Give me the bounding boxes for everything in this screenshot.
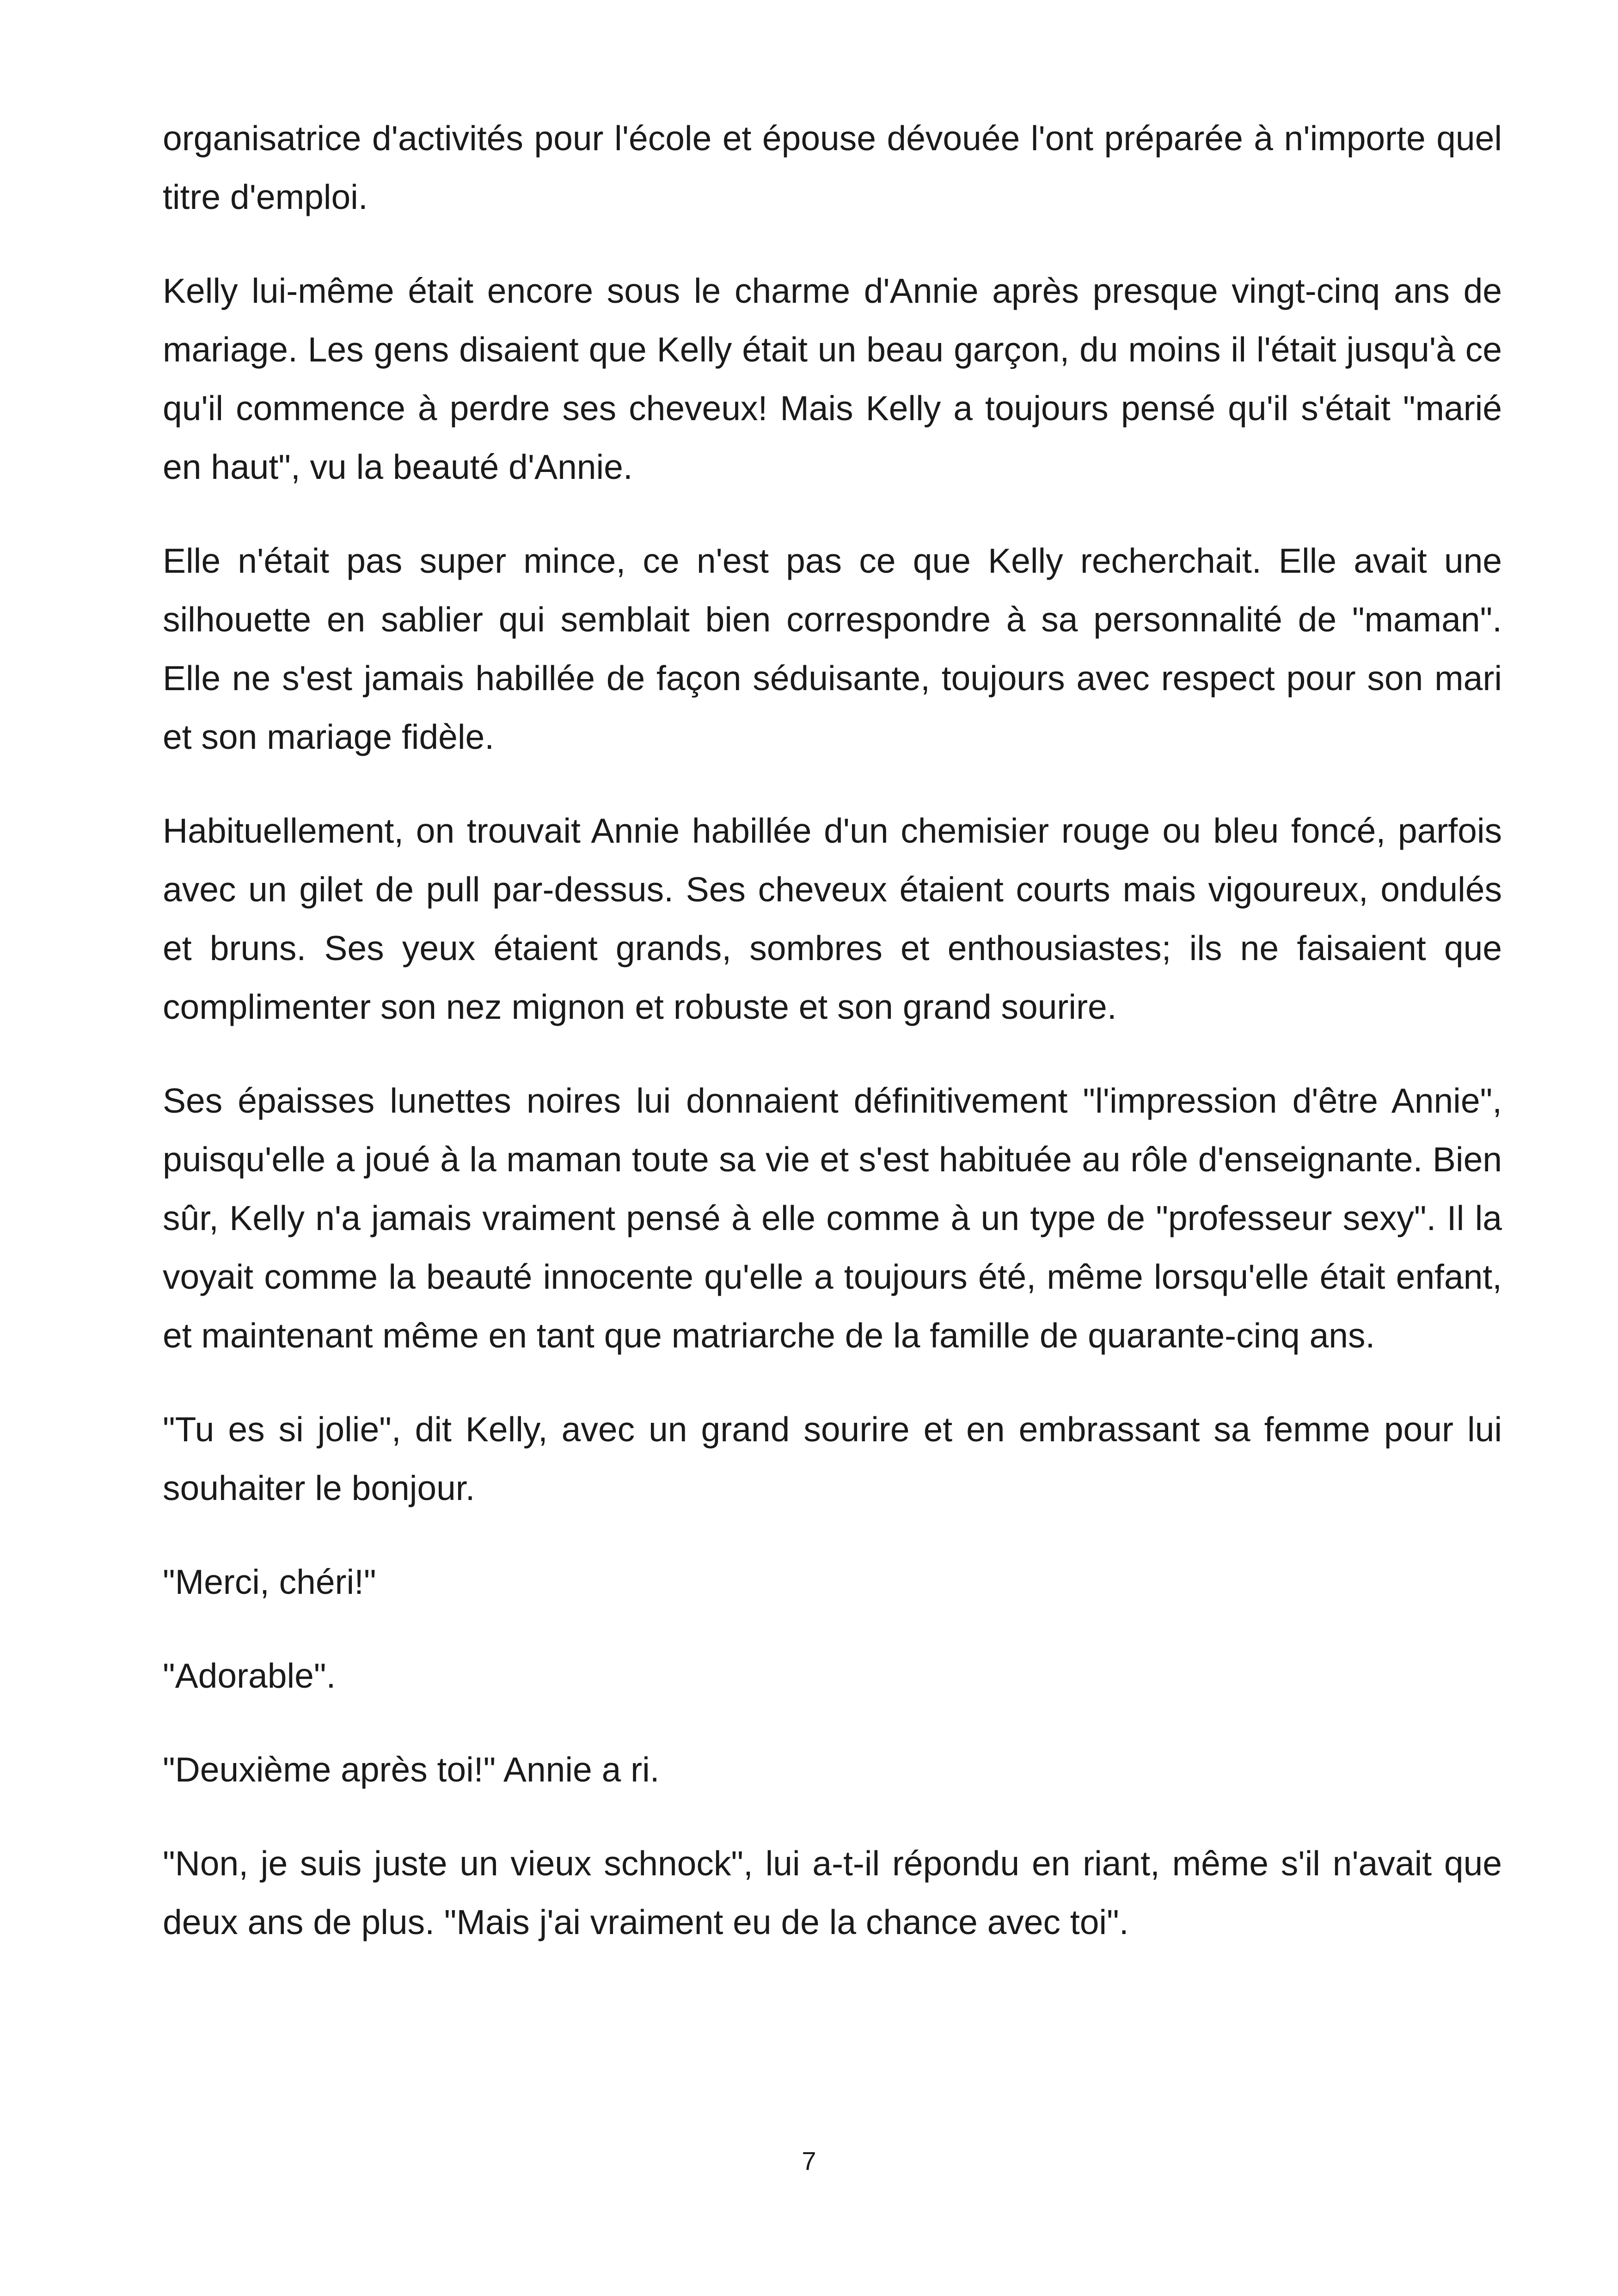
paragraph: "Adorable". [163, 1656, 336, 1695]
paragraph: organisatrice d'activités pour l'école et épouse dévouée l'ont préparée à n'importe quel titre d'emploi. [163, 119, 1502, 216]
page-number: 7 [802, 2146, 816, 2175]
paragraph: Elle n'était pas super mince, ce n'est pas ce que Kelly recherchait. Elle avait une silhouette en sablier qui semblait bien correspondre à sa personnalité de "maman". Elle ne s'est jamais habillée de façon séduisante, toujours avec respect pour son mari et son mariage fidèle. [163, 541, 1502, 756]
paragraph: "Tu es si jolie", dit Kelly, avec un grand sourire et en embrassant sa femme pour lui souhaiter le bonjour. [163, 1410, 1502, 1507]
paragraph: Ses épaisses lunettes noires lui donnaient définitivement "l'impression d'être Annie", puisqu'elle a joué à la maman toute sa vie et s'est habituée au rôle d'enseignante. Bien sûr, Kelly n'a jamais vraiment pensé à elle comme à un type de "professeur sexy". Il la voyait comme la beauté innocente qu'elle a toujours été, même lorsqu'elle était enfant, et maintenant même en tant que matriarche de la famille de quarante-cinq ans. [163, 1081, 1502, 1355]
paragraph: Kelly lui-même était encore sous le charme d'Annie après presque vingt-cinq ans de mariage. Les gens disaient que Kelly était un beau garçon, du moins il l'était jusqu'à ce qu'il commence à perdre ses cheveux! Mais Kelly a toujours pensé qu'il s'était "marié en haut", vu la beauté d'Annie. [163, 271, 1502, 486]
paragraph: "Non, je suis juste un vieux schnock", lui a-t-il répondu en riant, même s'il n'avait que deux ans de plus. "Mais j'ai vraiment eu de la chance avec toi". [163, 1844, 1502, 1941]
paragraph: Habituellement, on trouvait Annie habillée d'un chemisier rouge ou bleu foncé, parfois avec un gilet de pull par-dessus. Ses cheveux étaient courts mais vigoureux, ondulés et bruns. Ses yeux étaient grands, sombres et enthousiastes; ils ne faisaient que complimenter son nez mignon et robuste et son grand sourire. [163, 811, 1502, 1026]
paragraph: "Deuxième après toi!" Annie a ri. [163, 1750, 660, 1789]
body-text [163, 109, 1502, 1987]
paragraph: "Merci, chéri!" [163, 1562, 376, 1601]
